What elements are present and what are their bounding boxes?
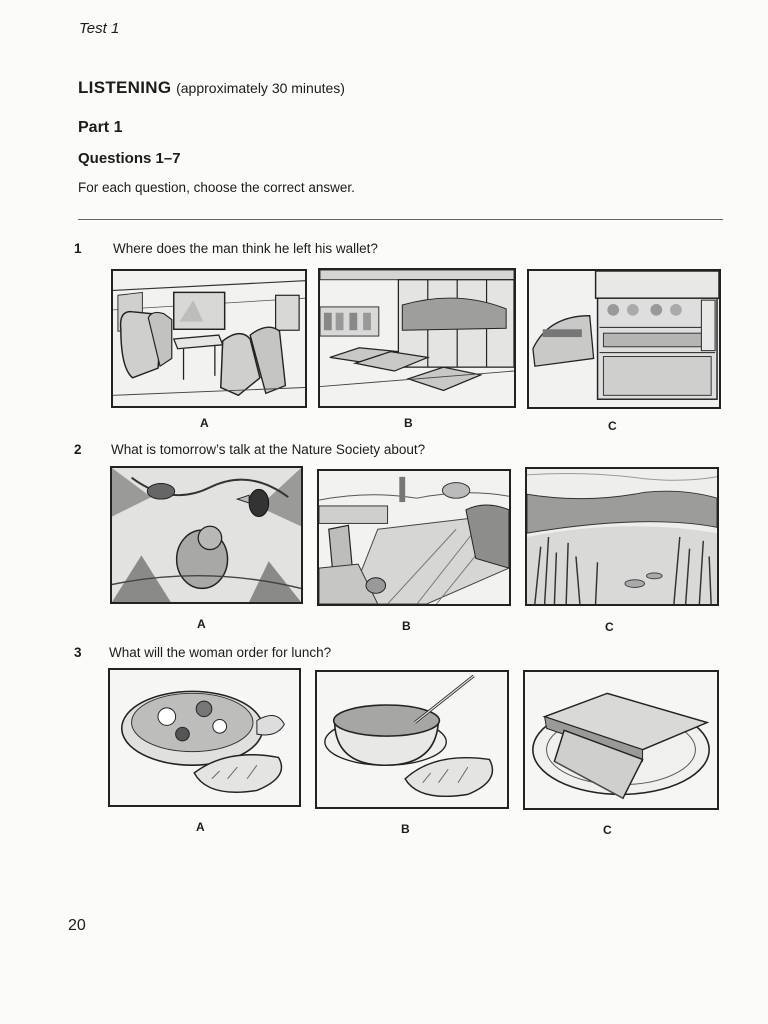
question-2-option-a-picture[interactable] xyxy=(110,466,303,604)
question-1-option-a-label: A xyxy=(200,416,209,430)
section-subtitle: (approximately 30 minutes) xyxy=(176,80,345,96)
part-title: Part 1 xyxy=(78,119,123,136)
question-1-number: 1 xyxy=(74,241,82,256)
question-3-option-c-label: C xyxy=(603,823,612,837)
section-heading xyxy=(78,78,345,98)
questions-heading: Questions 1–7 xyxy=(78,150,181,167)
question-2-option-a-label: A xyxy=(197,617,206,631)
page-number: 20 xyxy=(68,917,86,934)
question-1-text: Where does the man think he left his wallet? xyxy=(113,241,378,256)
question-1-option-a-picture[interactable] xyxy=(111,269,307,408)
section-title: LISTENING xyxy=(78,78,172,97)
question-1-option-b-label: B xyxy=(404,416,413,430)
question-2-option-b-label: B xyxy=(402,619,411,633)
question-2-number: 2 xyxy=(74,442,82,457)
divider-line xyxy=(78,219,723,220)
question-1-option-b-picture[interactable] xyxy=(318,268,516,408)
test-label: Test 1 xyxy=(79,20,120,37)
question-3-option-a-picture[interactable] xyxy=(108,668,301,807)
question-3-option-b-label: B xyxy=(401,822,410,836)
question-2-text: What is tomorrow’s talk at the Nature Society about? xyxy=(111,442,426,457)
question-1-option-c-picture[interactable] xyxy=(527,269,721,409)
question-3-option-c-picture[interactable] xyxy=(523,670,719,810)
question-2-option-b-picture[interactable] xyxy=(317,469,511,606)
question-3-option-b-picture[interactable] xyxy=(315,670,509,809)
question-1-option-c-label: C xyxy=(608,419,617,433)
question-3-number: 3 xyxy=(74,645,82,660)
question-3-option-a-label: A xyxy=(196,820,205,834)
instructions-text: For each question, choose the correct answer. xyxy=(78,180,355,195)
question-2-option-c-picture[interactable] xyxy=(525,467,719,606)
question-3-text: What will the woman order for lunch? xyxy=(109,645,332,660)
question-2-option-c-label: C xyxy=(605,620,614,634)
